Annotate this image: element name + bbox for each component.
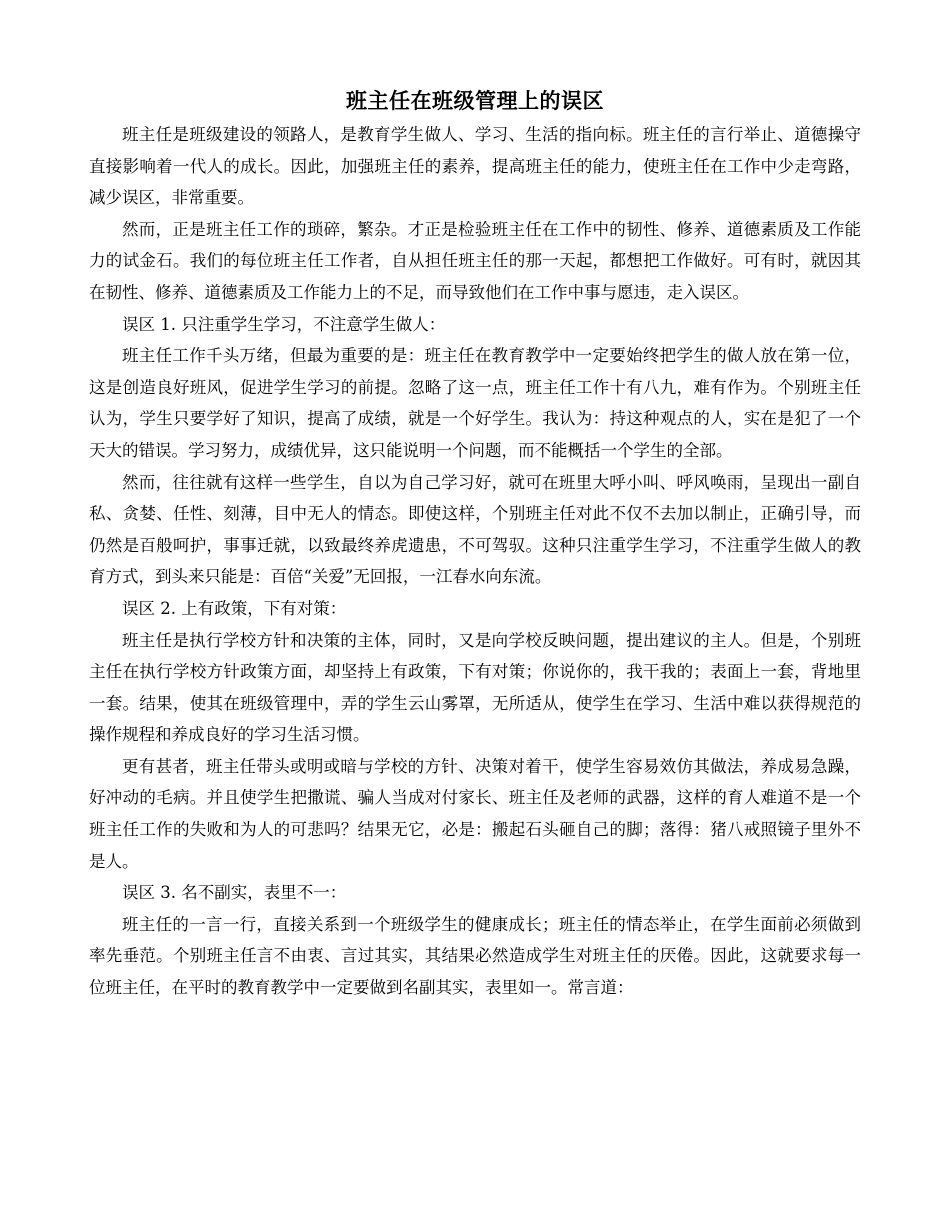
body-paragraph: 班主任工作千头万绪，但最为重要的是：班主任在教育教学中一定要始终把学生的做人放在第一位，这是创造良好班风，促进学生学习的前提。忽略了这一点，班主任工作十有八九，难有作为。个别班主任认为，学生只要学好了知识，提高了成绩，就是一个好学生。我认为：持这种观点的人，实在是犯了一个天大的错误。学习努力，成绩优异，这只能说明一个问题，而不能概括一个学生的全部。: [89, 346, 861, 460]
body-paragraph: 班主任的一言一行，直接关系到一个班级学生的健康成长；班主任的情态举止，在学生面前必须做到率先垂范。个别班主任言不由衷、言过其实，其结果必然造成学生对班主任的厌倦。因此，这就要求每一位班主任，在平时的教育教学中一定要做到名副其实，表里如一。常言道：: [89, 914, 861, 998]
body-paragraph: 班主任是执行学校方针和决策的主体，同时，又是向学校反映问题，提出建议的主人。但是，个别班主任在执行学校方针政策方面，却坚持上有政策，下有对策；你说你的，我干我的；表面上一套，背地里一套。结果，使其在班级管理中，弄的学生云山雾罩，无所适从，使学生在学习、生活中难以获得规范的操作规程和养成良好的学习生活习惯。: [89, 630, 861, 745]
document-title: 班主任在班级管理上的误区: [346, 88, 604, 113]
document-page: [89, 85, 861, 1004]
body-paragraph: 然而，正是班主任工作的琐碎，繁杂。才正是检验班主任在工作中的韧性、修养、道德素质及工作能力的试金石。我们的每位班主任工作者，自从担任班主任的那一天起，都想把工作做好。可有时，就因其在韧性、修养、道德素质及工作能力上的不足，而导致他们在工作中事与愿违，走入误区。: [89, 219, 861, 302]
section-heading-2: 误区 2. 上有政策，下有对策：: [122, 598, 347, 618]
body-paragraph: 然而，往往就有这样一些学生，自以为自己学习好，就可在班里大呼小叫、呼风唤雨，呈现出一副自私、贪婪、任性、刻薄，目中无人的情态。即使这样，个别班主任对此不仅不去加以制止，正确引导，而仍然是百般呵护，事事迁就，以致最终养虎遗患，不可驾驭。这种只注重学生学习，不注重学生做人的教育方式，到头来只能是：百倍“关爱”无回报，一江春水向东流。: [89, 472, 861, 587]
section-heading-3: 误区 3. 名不副实，表里不一：: [122, 883, 347, 903]
intro-paragraph: 班主任是班级建设的领路人，是教育学生做人、学习、生活的指向标。班主任的言行举止、道德操守直接影响着一代人的成长。因此，加强班主任的素养，提高班主任的能力，使班主任在工作中少走弯路，减少误区，非常重要。: [89, 125, 861, 208]
body-paragraph: 更有甚者，班主任带头或明或暗与学校的方针、决策对着干，使学生容易效仿其做法，养成易急躁，好冲动的毛病。并且使学生把撒谎、骗人当成对付家长、班主任及老师的武器，这样的育人难道不是一个班主任工作的失败和为人的可悲吗？结果无它，必是：搬起石头砸自己的脚；落得：猪八戒照镜子里外不是人。: [89, 756, 861, 871]
section-heading-1: 误区 1. 只注重学生学习，不注意学生做人：: [122, 314, 446, 334]
